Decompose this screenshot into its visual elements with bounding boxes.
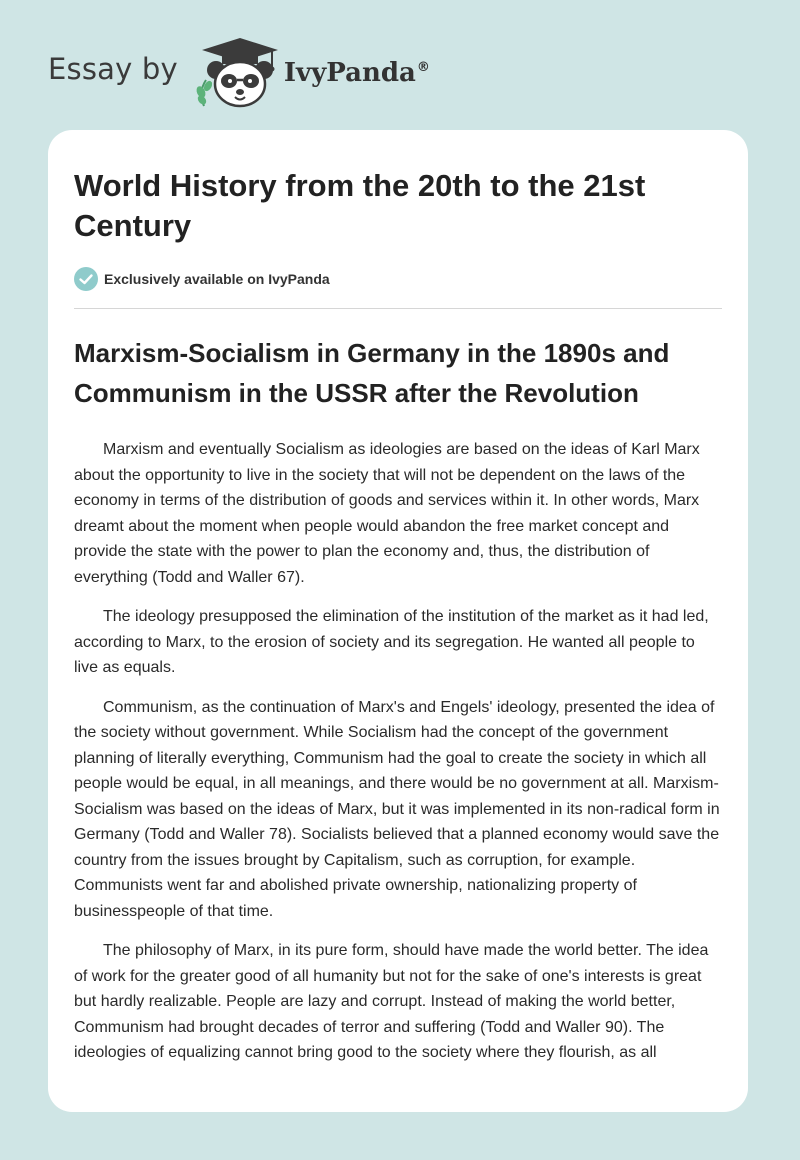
essay-title: World History from the 20th to the 21st Century (74, 168, 646, 243)
check-circle-icon (74, 267, 98, 291)
brand-name-text: IvyPanda (283, 58, 416, 88)
section-heading: Marxism-Socialism in Germany in the 1890s and Communism in the USSR after the Revolution (74, 338, 670, 408)
divider (74, 308, 722, 309)
brand-name (284, 58, 430, 88)
brand-header (48, 36, 430, 108)
paragraph: The ideology presupposed the elimination of the institution of the market as it had led, according to Marx, to the erosion of society and its segregation. He wanted all people to live as equals. (74, 608, 709, 676)
exclusive-badge (74, 266, 722, 292)
panda-graduate-logo-icon[interactable] (192, 36, 280, 108)
paragraph: Marxism and eventually Socialism as ideologies are based on the ideas of Karl Marx about the opportunity to live in the society that will not be dependent on the laws of the economy in terms of the distribution of goods and services within it. In other words, Marx dreamt about the moment when people would abandon the free market concept and provide the state with the power to plan the economy and, thus, the distribution of everything (Todd and Waller 67). (74, 441, 700, 586)
badge-text: Exclusively available on IvyPanda (104, 271, 330, 287)
registered-mark: ® (416, 60, 430, 76)
essay-card (48, 130, 748, 1112)
brand-prefix: Essay by (48, 52, 178, 86)
paragraph: Communism, as the continuation of Marx's and Engels' ideology, presented the idea of the society without government. While Socialism had the concept of the government planning of literally everything, Communism had the goal to create the society in which all people would be equal, in all meanings, and there would be no government at all. Marxism-Socialism was based on the ideas of Marx, but it was implemented in its non-radical form in Germany (Todd and Waller 78). Socialists believed that a planned economy would save the country from the issues brought by Capitalism, such as corruption, for example. Communists went far and abolished private ownership, nationalizing property of businesspeople of that time. (74, 698, 720, 920)
essay-body (74, 437, 722, 1066)
paragraph: The philosophy of Marx, in its pure form, should have made the world better. The idea of work for the greater good of all humanity but not for the sake of one's interests is great but hardly realizable. People are lazy and corrupt. Instead of making the world better, Communism had brought decades of terror and suffering (Todd and Waller 90). The ideologies of equalizing cannot bring good to the society where they flourish, as all (74, 942, 709, 1061)
